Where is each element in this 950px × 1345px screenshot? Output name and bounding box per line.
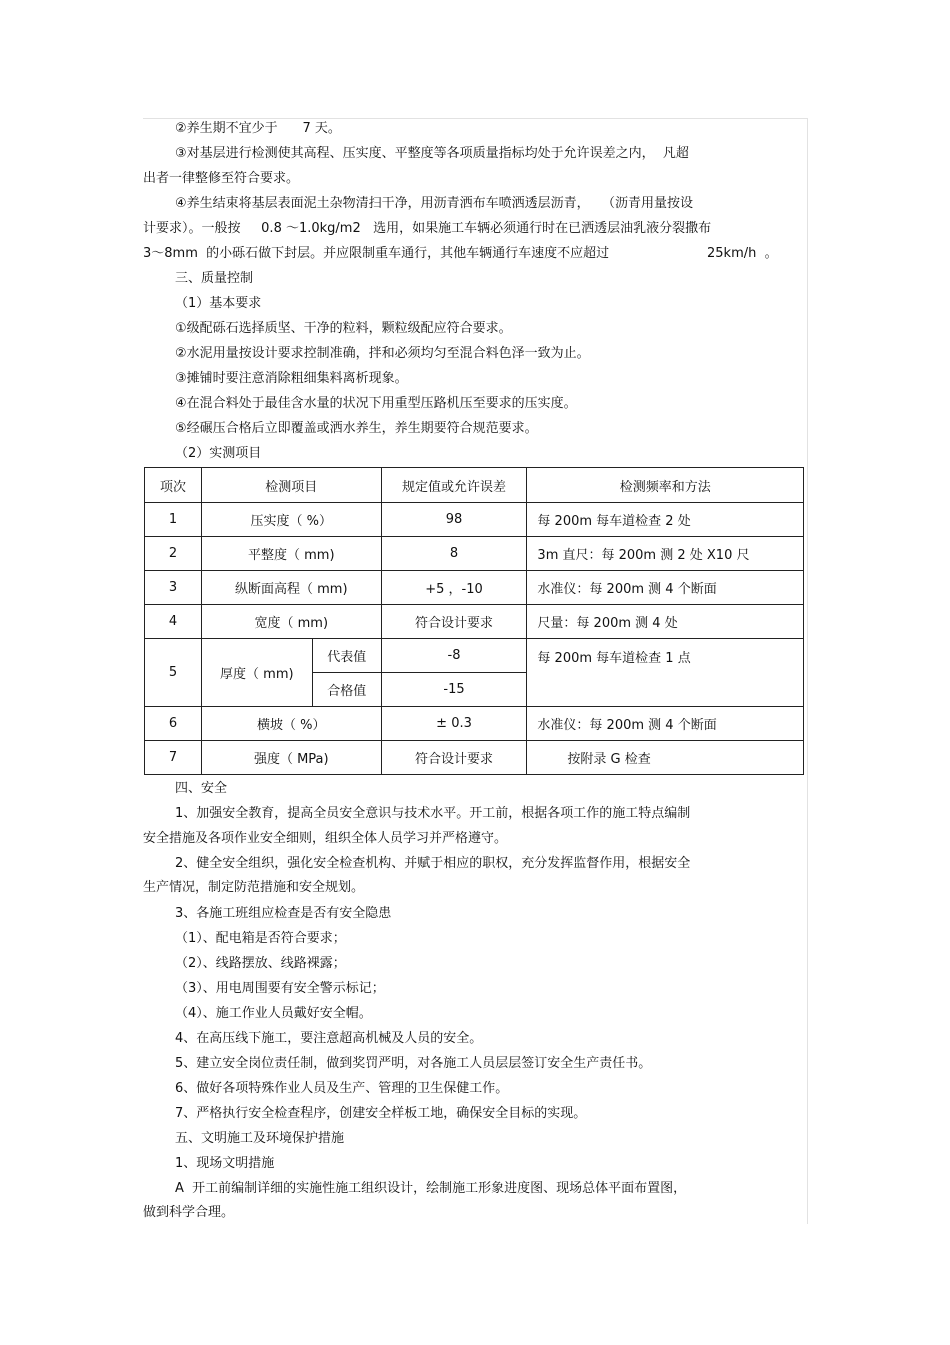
cell-method: 尺量：每 200m 测 4 处 <box>527 605 804 639</box>
para-curing-period: ②养生期不宜少于 7 天。 <box>175 121 341 136</box>
cell-method: 按附录 G 检查 <box>527 741 804 775</box>
table-row <box>145 605 804 639</box>
cell-item: 纵断面高程（ mm) <box>201 571 381 605</box>
requirement-3: ③摊铺时要注意消除粗细集料离析现象。 <box>175 371 408 386</box>
safety-item-1b: 安全措施及各项作业安全细则，组织全体人员学习并严格遵守。 <box>143 831 508 846</box>
para-prime-coat-speed: 25km/h 。 <box>707 246 778 261</box>
inspection-table <box>144 467 804 775</box>
requirement-4: ④在混合料处于最佳含水量的状况下用重型压路机压至要求的压实度。 <box>175 396 577 411</box>
header-method: 检测频率和方法 <box>527 468 804 503</box>
safety-item-3-2: （2）、线路摆放、线路裸露； <box>175 956 346 971</box>
cell-method: 每 200m 每车道检查 1 点 <box>527 639 804 707</box>
civil-subsection-1: 1、现场文明措施 <box>175 1156 275 1171</box>
table-row <box>145 639 804 673</box>
cell-no: 7 <box>145 741 202 775</box>
cell-subitem: 合格值 <box>312 673 381 707</box>
para-prime-coat-1: ④养生结束将基层表面泥土杂物清扫干净，用沥青洒布车喷洒透层沥青， （沥青用量按设 <box>175 196 694 211</box>
cell-item: 强度（ MPa) <box>201 741 381 775</box>
cell-item: 压实度（ %） <box>201 503 381 537</box>
cell-item: 宽度（ mm) <box>201 605 381 639</box>
table-row <box>145 741 804 775</box>
cell-method: 水准仪：每 200m 测 4 个断面 <box>527 707 804 741</box>
table-row <box>145 571 804 605</box>
cell-item: 厚度（ mm) <box>201 639 312 707</box>
cell-no: 3 <box>145 571 202 605</box>
subsection-measured-items: （2）实测项目 <box>175 446 262 461</box>
cell-no: 5 <box>145 639 202 707</box>
cell-method: 每 200m 每车道检查 2 处 <box>527 503 804 537</box>
section-safety: 四、安全 <box>175 781 228 796</box>
cell-value: 98 <box>381 503 527 537</box>
cell-no: 2 <box>145 537 202 571</box>
cell-method: 3m 直尺：每 200m 测 2 处 X10 尺 <box>527 537 804 571</box>
safety-item-3-4: （4）、施工作业人员戴好安全帽。 <box>175 1006 372 1021</box>
safety-item-1a: 1、加强安全教育，提高全员安全意识与技术水平。开工前，根据各项工作的施工特点编制 <box>175 806 691 821</box>
safety-item-2b: 生产情况，制定防范措施和安全规划。 <box>143 880 365 895</box>
requirement-1: ①级配砾石选择质坚、干净的粒料，颗粒级配应符合要求。 <box>175 321 512 336</box>
civil-item-a-1: A 开工前编制详细的实施性施工组织设计，绘制施工形象进度图、现场总体平面布置图， <box>175 1181 687 1196</box>
cell-value: -8 <box>381 639 527 673</box>
para-prime-coat-3: 3～8mm 的小砾石做下封层。并应限制重车通行，其他车辆通行车速度不应超过 <box>143 246 610 261</box>
cell-value: ± 0.3 <box>381 707 527 741</box>
requirement-5: ⑤经碾压合格后立即覆盖或洒水养生，养生期要符合规范要求。 <box>175 421 538 436</box>
safety-item-3-3: （3）、用电周围要有安全警示标记； <box>175 981 385 996</box>
safety-item-6: 6、做好各项特殊作业人员及生产、管理的卫生保健工作。 <box>175 1081 509 1096</box>
cell-no: 6 <box>145 707 202 741</box>
para-prime-coat-2: 计要求）。一般按 0.8 ～1.0kg/m2 选用，如果施工车辆必须通行时在已洒透层油乳液分裂撒布 <box>143 221 712 236</box>
subsection-basic-requirements: （1）基本要求 <box>175 296 262 311</box>
cell-item: 横坡（ %） <box>201 707 381 741</box>
cell-no: 4 <box>145 605 202 639</box>
table-row <box>145 707 804 741</box>
section-quality-control: 三、质量控制 <box>175 271 254 286</box>
cell-no: 1 <box>145 503 202 537</box>
para-inspection-1: ③对基层进行检测使其高程、压实度、平整度等各项质量指标均处于允许误差之内， 凡超 <box>175 146 689 161</box>
para-inspection-2: 出者一律整修至符合要求。 <box>143 171 300 186</box>
cell-value: 8 <box>381 537 527 571</box>
requirement-2: ②水泥用量按设计要求控制准确，拌和必须均匀至混合料色泽一致为止。 <box>175 346 590 361</box>
cell-subitem: 代表值 <box>312 639 381 673</box>
header-value: 规定值或允许误差 <box>381 468 527 503</box>
safety-item-4: 4、在高压线下施工，要注意超高机械及人员的安全。 <box>175 1031 483 1046</box>
table-row <box>145 503 804 537</box>
header-no: 项次 <box>145 468 202 503</box>
cell-value: 符合设计要求 <box>381 605 527 639</box>
safety-item-2a: 2、健全安全组织，强化安全检查机构、并赋于相应的职权，充分发挥监督作用，根据安全 <box>175 856 691 871</box>
cell-item: 平整度（ mm) <box>201 537 381 571</box>
safety-item-7: 7、严格执行安全检查程序，创建安全样板工地，确保安全目标的实现。 <box>175 1106 587 1121</box>
header-item: 检测项目 <box>201 468 381 503</box>
safety-item-3: 3、各施工班组应检查是否有安全隐患 <box>175 906 392 921</box>
safety-item-5: 5、建立安全岗位责任制，做到奖罚严明，对各施工人员层层签订安全生产责任书。 <box>175 1056 652 1071</box>
cell-value: 符合设计要求 <box>381 741 527 775</box>
civil-item-a-2: 做到科学合理。 <box>143 1205 235 1220</box>
cell-value: -15 <box>381 673 527 707</box>
cell-method: 水准仪：每 200m 测 4 个断面 <box>527 571 804 605</box>
cell-value: +5 ，-10 <box>381 571 527 605</box>
safety-item-3-1: （1）、配电箱是否符合要求； <box>175 931 346 946</box>
table-header-row <box>145 468 804 503</box>
table-row <box>145 537 804 571</box>
section-civilized-construction: 五、文明施工及环境保护措施 <box>175 1131 345 1146</box>
